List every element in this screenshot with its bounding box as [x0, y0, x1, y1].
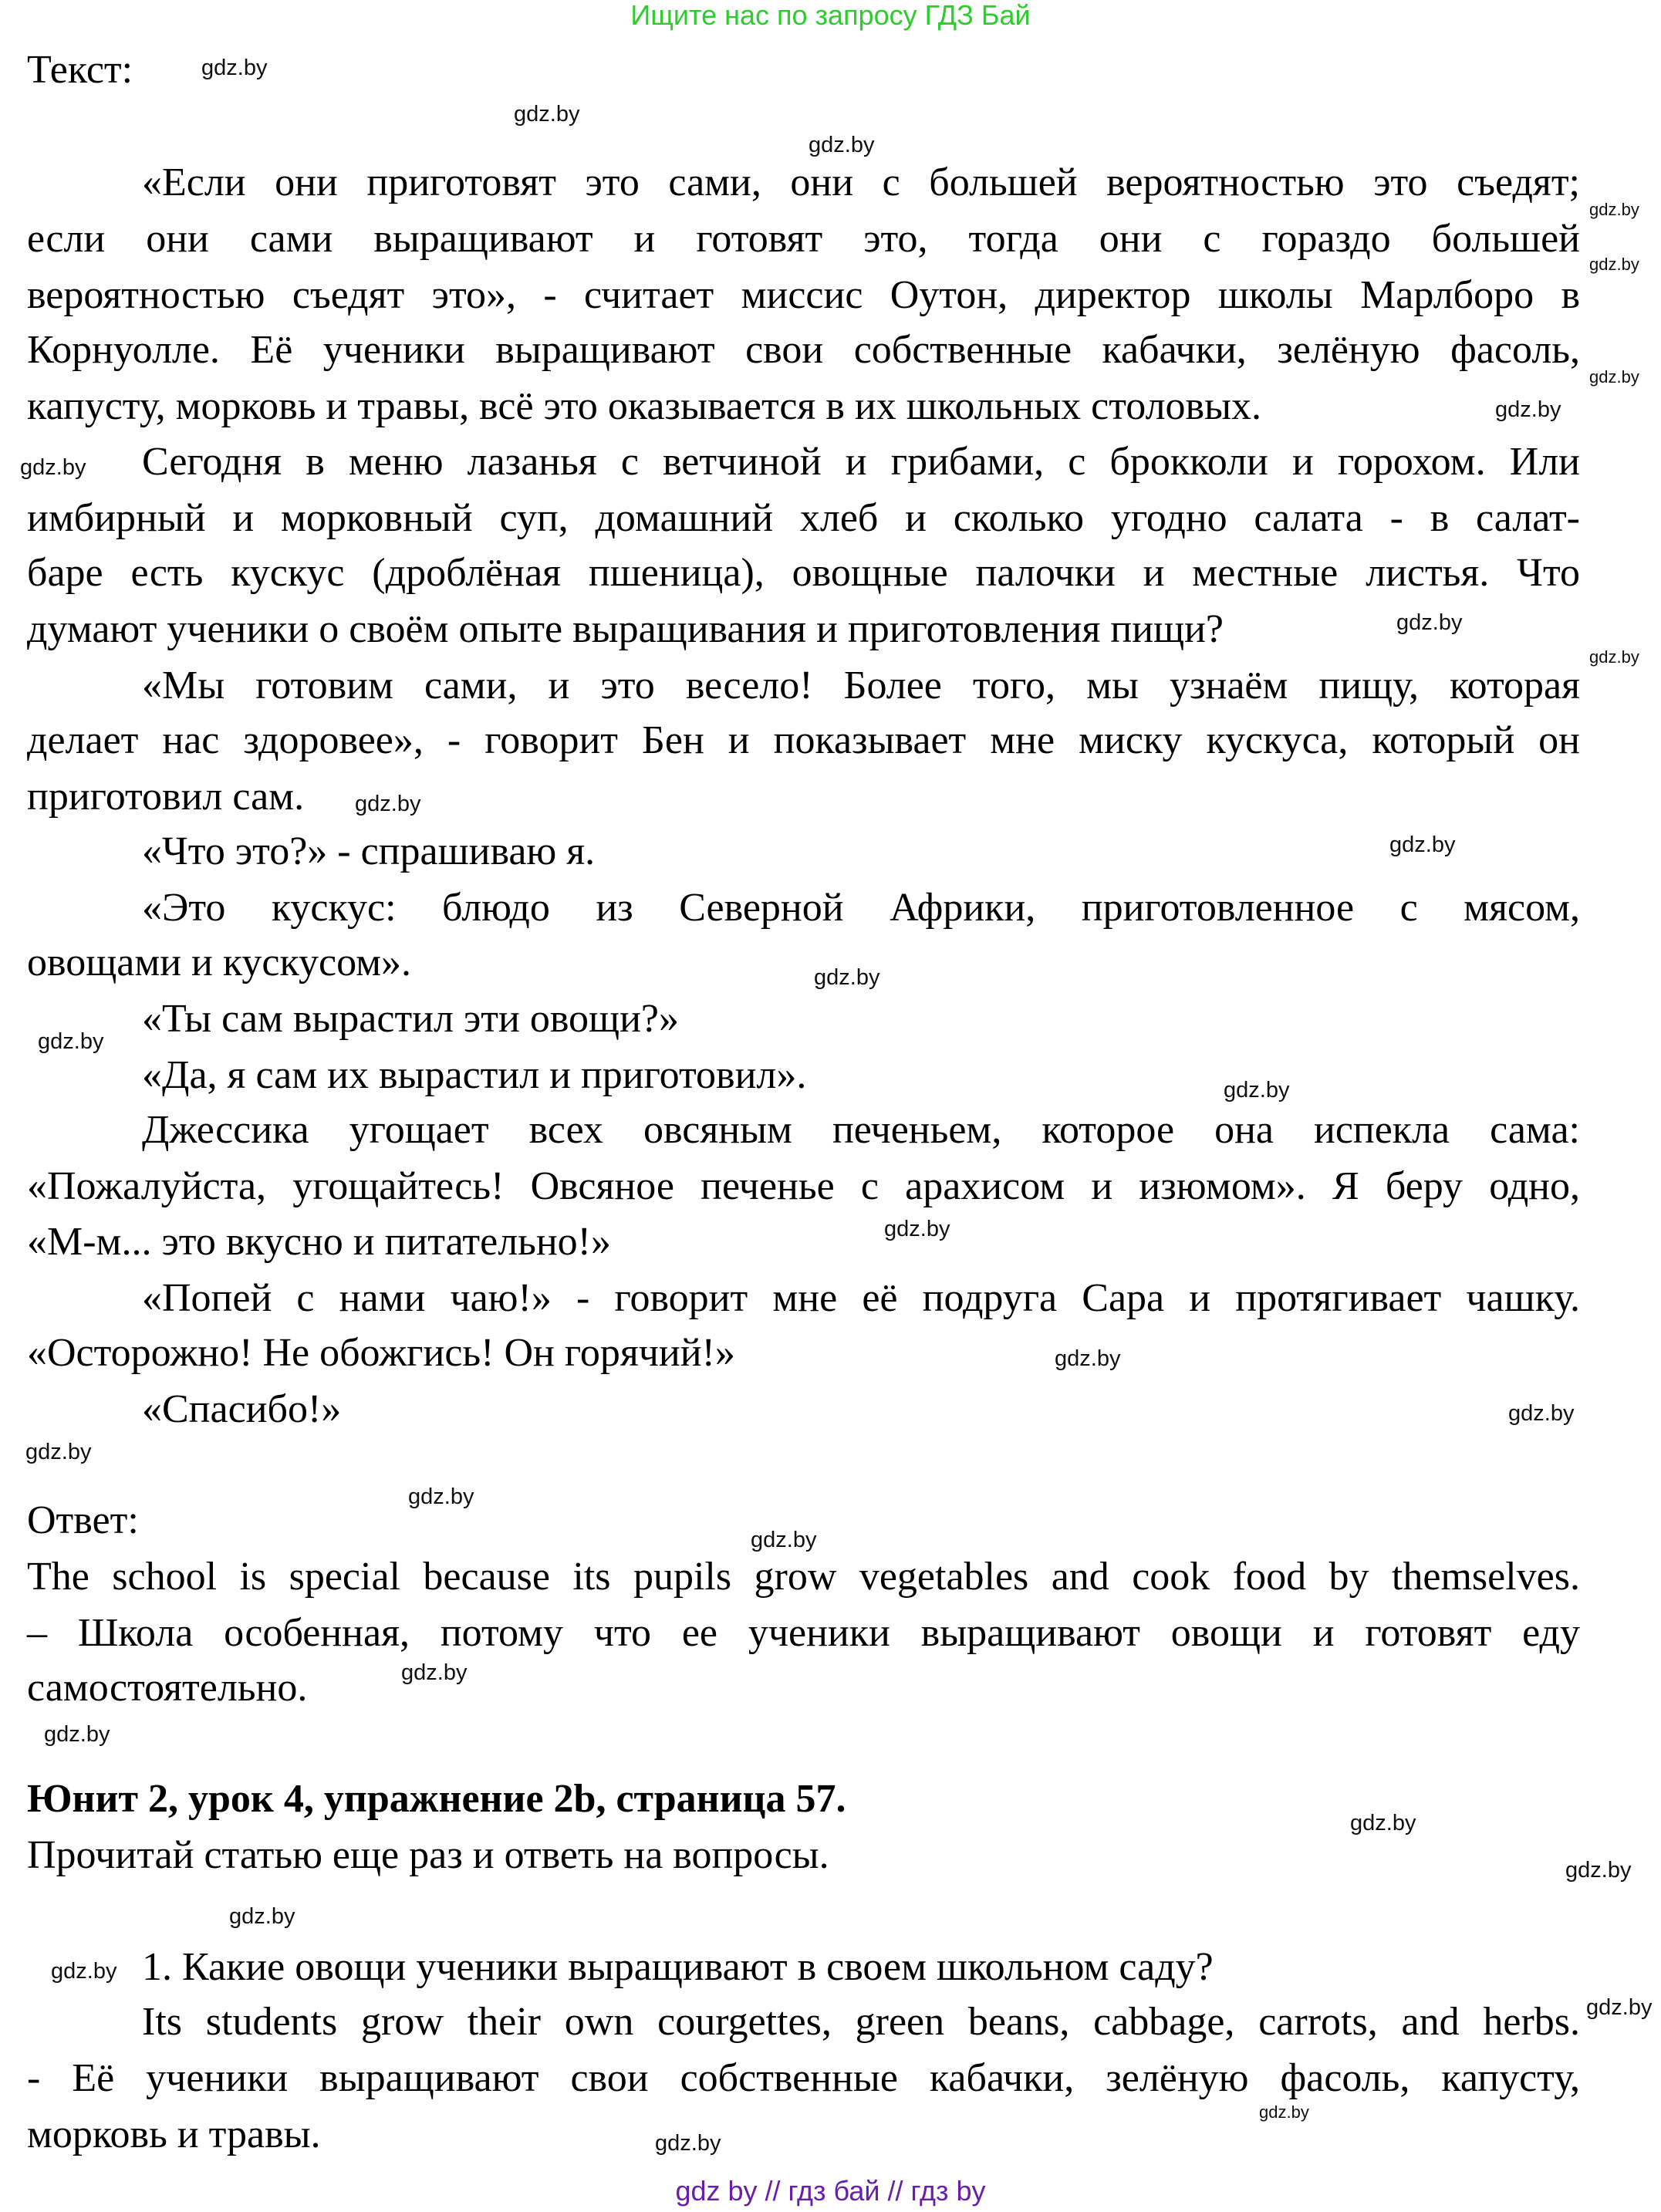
watermark: gdz.by — [1586, 1995, 1653, 2020]
text-line: «Это кускус: блюдо из Северной Африки, приготовленное с мясом, — [142, 886, 1580, 930]
watermark: gdz.by — [1589, 200, 1639, 219]
watermark: gdz.by — [1508, 1401, 1575, 1426]
watermark: gdz.by — [655, 2131, 721, 2156]
watermark: gdz.by — [1224, 1078, 1290, 1103]
watermark: gdz.by — [1396, 610, 1463, 635]
watermark: gdz.by — [814, 965, 880, 990]
exercise-answer-line: Its students grow their own courgettes, green beans, cabbage, carrots, and herbs. — [142, 2000, 1580, 2044]
watermark: gdz.by — [38, 1029, 104, 1054]
answer-label: Ответ: — [27, 1498, 139, 1542]
watermark: gdz.by — [1350, 1811, 1416, 1835]
text-label: Текст: — [27, 48, 133, 92]
text-line: имбирный и морковный суп, домашний хлеб и сколько угодно салата - в салат- — [27, 496, 1580, 540]
watermark: gdz.by — [751, 1528, 817, 1552]
text-line: овощами и кускусом». — [27, 941, 412, 984]
exercise-instruction: Прочитай статью еще раз и ответь на вопросы. — [27, 1833, 829, 1877]
watermark: gdz.by — [514, 102, 580, 127]
watermark: gdz.by — [884, 1217, 950, 1241]
watermark: gdz.by — [44, 1722, 110, 1747]
watermark: gdz.by — [25, 1440, 92, 1464]
exercise-answer-line: морковь и травы. — [27, 2112, 321, 2156]
text-line: «Да, я сам их вырастил и приготовил». — [142, 1053, 807, 1097]
footer-links[interactable]: gdz by // гдз бай // гдз by — [675, 2175, 986, 2207]
search-banner[interactable]: Ищите нас по запросу ГДЗ Бай — [630, 0, 1031, 31]
watermark: gdz.by — [1589, 647, 1639, 667]
text-line: «Мы готовим сами, и это весело! Более того, мы узнаём пищу, которая — [142, 664, 1580, 708]
text-line: думают ученики о своём опыте выращивания и приготовления пищи? — [27, 607, 1224, 651]
answer-line: самостоятельно. — [27, 1666, 308, 1710]
exercise-question: 1. Какие овощи ученики выращивают в своем школьном саду? — [142, 1945, 1214, 1989]
exercise-heading: Юнит 2, урок 4, упражнение 2b, страница 57. — [27, 1777, 846, 1821]
text-line: Корнуолле. Её ученики выращивают свои собственные кабачки, зелёную фасоль, — [27, 328, 1580, 372]
watermark: gdz.by — [201, 56, 268, 80]
watermark: gdz.by — [1495, 397, 1561, 422]
text-line: Джессика угощает всех овсяным печеньем, которое она испекла сама: — [142, 1108, 1580, 1152]
text-line: «Ты сам вырастил эти овощи?» — [142, 997, 679, 1041]
watermark: gdz.by — [809, 133, 875, 157]
watermark: gdz.by — [1259, 2102, 1309, 2122]
text-line: баре есть кускус (дроблёная пшеница), овощные палочки и местные листья. Что — [27, 551, 1580, 595]
text-line: делает нас здоровее», - говорит Бен и показывает мне миску кускуса, который он — [27, 718, 1580, 762]
text-line: «Что это?» - спрашиваю я. — [142, 829, 596, 873]
text-line: капусту, морковь и травы, всё это оказывается в их школьных столовых. — [27, 384, 1262, 428]
text-line: «Пожалуйста, угощайтесь! Овсяное печенье с арахисом и изюмом». Я беру одно, — [27, 1164, 1580, 1208]
watermark: gdz.by — [20, 455, 86, 480]
watermark: gdz.by — [1589, 367, 1639, 387]
watermark: gdz.by — [1565, 1858, 1632, 1883]
text-line: «Спасибо!» — [142, 1387, 342, 1431]
watermark: gdz.by — [229, 1904, 295, 1929]
text-line: Сегодня в меню лазанья с ветчиной и грибами, с брокколи и горохом. Или — [142, 440, 1580, 484]
answer-line: – Школа особенная, потому что ее ученики выращивают овощи и готовят еду — [27, 1611, 1580, 1655]
text-line: вероятностью съедят это», - считает миссис Оутон, директор школы Марлборо в — [27, 273, 1580, 317]
watermark: gdz.by — [1389, 832, 1456, 857]
watermark: gdz.by — [1589, 255, 1639, 274]
answer-line: The school is special because its pupils grow vegetables and cook food by themselves. — [27, 1555, 1580, 1599]
watermark: gdz.by — [51, 1959, 117, 1984]
watermark: gdz.by — [1055, 1346, 1121, 1371]
text-line: «М-м... это вкусно и питательно!» — [27, 1220, 611, 1264]
watermark: gdz.by — [408, 1484, 474, 1509]
watermark: gdz.by — [401, 1660, 468, 1685]
watermark: gdz.by — [355, 792, 421, 816]
text-line: «Осторожно! Не обожгись! Он горячий!» — [27, 1331, 735, 1375]
text-line: «Если они приготовят это сами, они с большей вероятностью это съедят; — [142, 160, 1580, 204]
text-line: приготовил сам. — [27, 775, 305, 819]
text-line: если они сами выращивают и готовят это, тогда они с гораздо большей — [27, 217, 1580, 261]
text-line: «Попей с нами чаю!» - говорит мне её подруга Сара и протягивает чашку. — [142, 1276, 1580, 1320]
exercise-answer-line: - Её ученики выращивают свои собственные кабачки, зелёную фасоль, капусту, — [27, 2056, 1580, 2100]
